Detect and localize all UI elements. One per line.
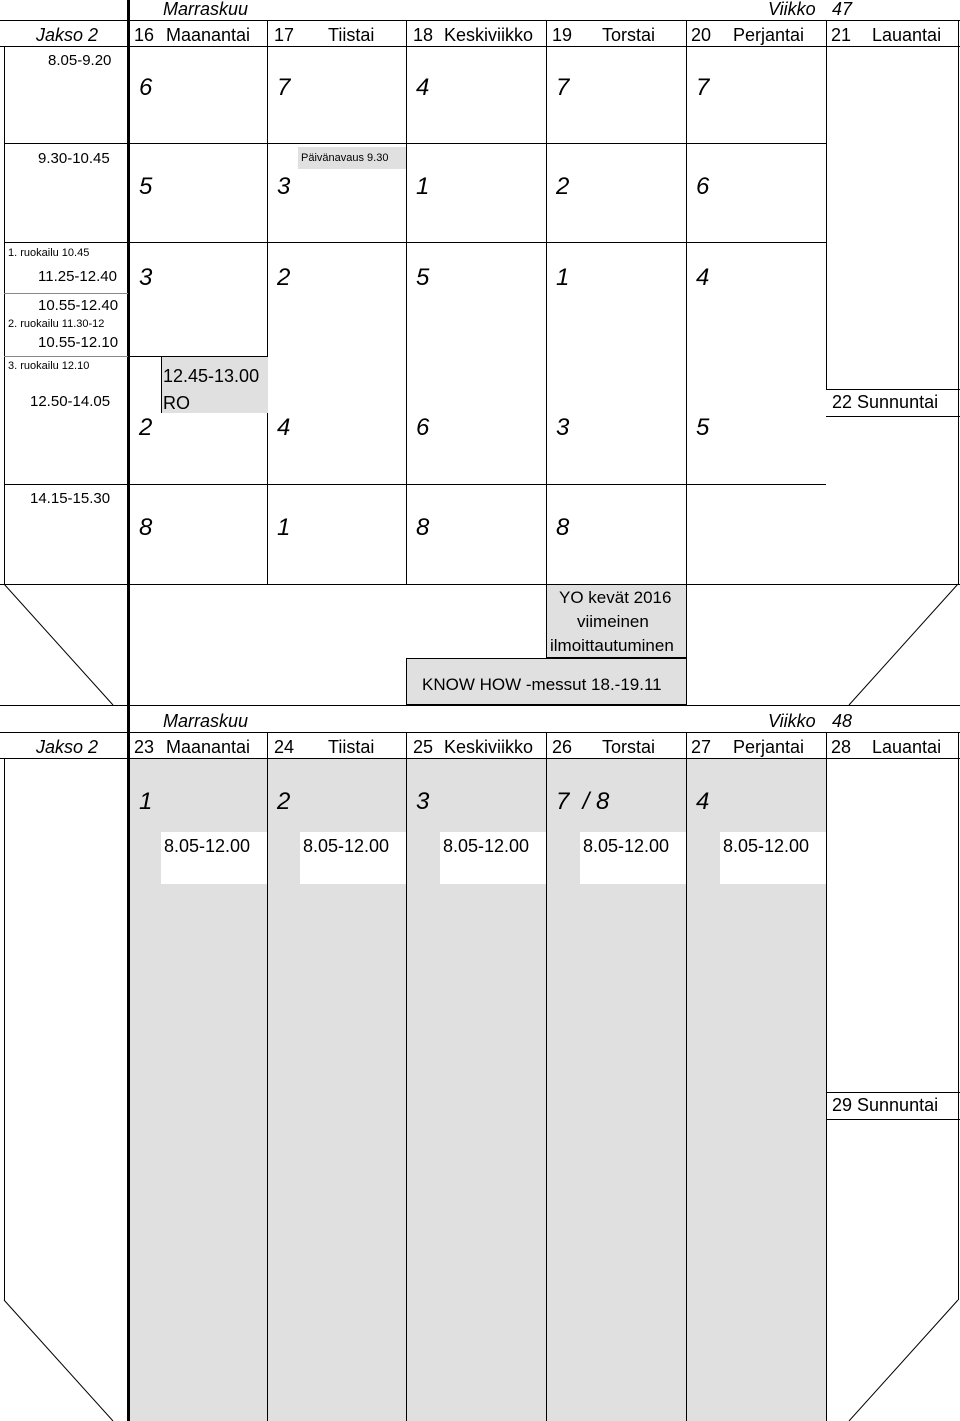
time-box (300, 832, 406, 884)
time-box-text: 8.05-12.00 (583, 836, 670, 856)
period-number: 1 (416, 173, 430, 200)
day-header-name: Perjantai (733, 25, 805, 45)
period-number: 1 (556, 264, 570, 291)
divider (686, 732, 687, 1421)
jakso-label: Jakso 2 (36, 737, 99, 757)
sunday-rule (826, 1092, 960, 1093)
period-number: 3 (556, 414, 570, 441)
period-number: 7 (277, 74, 291, 101)
paivanavaus-note (298, 147, 406, 169)
period-number: 8 (139, 514, 153, 541)
week-label: Viikko (768, 0, 816, 19)
period-number: 6 (416, 414, 430, 441)
sunday-rule (826, 1119, 960, 1120)
diagonal-line (4, 1300, 113, 1421)
day-header-name: Perjantai (733, 737, 805, 757)
yo-line: viimeinen (577, 612, 649, 631)
left-border (4, 758, 5, 1300)
day-header-name: Maanantai (166, 737, 251, 757)
time-box-text: 8.05-12.00 (303, 836, 390, 856)
day-header-name: Torstai (602, 25, 656, 45)
period-number: 3 (277, 173, 291, 200)
ro-note (161, 357, 268, 413)
period-number: 6 (696, 173, 710, 200)
day-header-num: 27 (691, 737, 712, 757)
header-rule (0, 758, 960, 759)
time-box-text: 8.05-12.00 (443, 836, 530, 856)
day-header-num: 26 (552, 737, 573, 757)
day-header-num: 28 (831, 737, 852, 757)
knowhow-note (406, 658, 687, 705)
time-label: 10.55-12.40 (38, 297, 119, 314)
divider (406, 732, 407, 1421)
day-header-num: 23 (134, 737, 155, 757)
yo-note (546, 584, 687, 658)
day-header-num: 17 (274, 25, 295, 45)
day-header-name: Keskiviikko (444, 25, 534, 45)
day-header-name: Lauantai (872, 25, 942, 45)
day-header-name: Tiistai (328, 737, 375, 757)
diagonal-line (849, 584, 958, 705)
day-header-num: 21 (831, 25, 852, 45)
month-title: Marraskuu (163, 711, 249, 731)
day-header-name: Tiistai (328, 25, 375, 45)
time-box-text: 8.05-12.00 (164, 836, 251, 856)
day-header-name: Torstai (602, 737, 656, 757)
time-box (161, 832, 267, 884)
period-number: 4 (416, 74, 430, 101)
period-number: 2 (139, 414, 153, 441)
period-number: 4 (696, 788, 710, 815)
time-label: 11.25-12.40 (38, 268, 117, 285)
knowhow-text: KNOW HOW -messut 18.-19.11 (422, 675, 662, 694)
period-number: 1 (277, 514, 291, 541)
period-number: 2 (556, 173, 570, 200)
diagonal-line (4, 584, 113, 705)
period-number: 5 (139, 173, 153, 200)
period-number: 4 (277, 414, 291, 441)
period-number: 3 (416, 788, 430, 815)
header-rule (0, 732, 960, 733)
period-number: 5 (696, 414, 710, 441)
divider (546, 732, 547, 1421)
day-header-num: 19 (552, 25, 573, 45)
period-number: 6 (139, 74, 153, 101)
time-label: 12.50-14.05 (30, 393, 111, 410)
day-header-num: 16 (134, 25, 155, 45)
time-label: 10.55-12.10 (38, 334, 119, 351)
day-header-num: 18 (413, 25, 434, 45)
day-header-num: 25 (413, 737, 434, 757)
period-number: 7 (696, 74, 710, 101)
lunch-label: 2. ruokailu 11.30-12 (8, 318, 105, 330)
day-header-name: Keskiviikko (444, 737, 534, 757)
period-number: 2 (277, 264, 291, 291)
period-number: 2 (277, 788, 291, 815)
yo-line: YO kevät 2016 (559, 588, 672, 607)
month-title: Marraskuu (163, 0, 249, 19)
time-box-text: 8.05-12.00 (723, 836, 810, 856)
paivanavaus-text: Päivänavaus 9.30 (301, 152, 389, 164)
time-box (440, 832, 546, 884)
divider (826, 732, 827, 1421)
time-label: 14.15-15.30 (30, 490, 111, 507)
day-header-num: 20 (691, 25, 712, 45)
period-number: 8 (416, 514, 430, 541)
week-label: Viikko (768, 711, 816, 731)
time-label: 8.05-9.20 (48, 52, 112, 69)
period-number: 7 (556, 74, 570, 101)
jakso-label: Jakso 2 (36, 25, 99, 45)
period-number: 1 (139, 788, 153, 815)
lunch-label: 3. ruokailu 12.10 (8, 360, 90, 372)
day-header-name: Maanantai (166, 25, 251, 45)
time-box (580, 832, 686, 884)
day-header-num: 24 (274, 737, 295, 757)
lunch-label: 1. ruokailu 10.45 (8, 247, 90, 259)
time-box (720, 832, 826, 884)
period-number: 7 / 8 (556, 788, 610, 815)
period-number: 3 (139, 264, 153, 291)
right-border (958, 732, 959, 1300)
yo-line: ilmoittautuminen (550, 636, 674, 655)
day-header-name: Lauantai (872, 737, 942, 757)
sunday-label: 22 Sunnuntai (832, 392, 939, 412)
divider (267, 732, 268, 1421)
divider-heavy (127, 705, 130, 1421)
sunday-label: 29 Sunnuntai (832, 1095, 939, 1115)
diagonal-line (849, 1300, 958, 1421)
period-number: 5 (416, 264, 430, 291)
week-number: 48 (832, 711, 853, 731)
period-number: 8 (556, 514, 570, 541)
time-label: 9.30-10.45 (38, 150, 110, 167)
ro-time: 12.45-13.00 (163, 366, 260, 386)
week-number: 47 (832, 0, 853, 19)
ro-label: RO (163, 393, 190, 413)
period-number: 4 (696, 264, 710, 291)
